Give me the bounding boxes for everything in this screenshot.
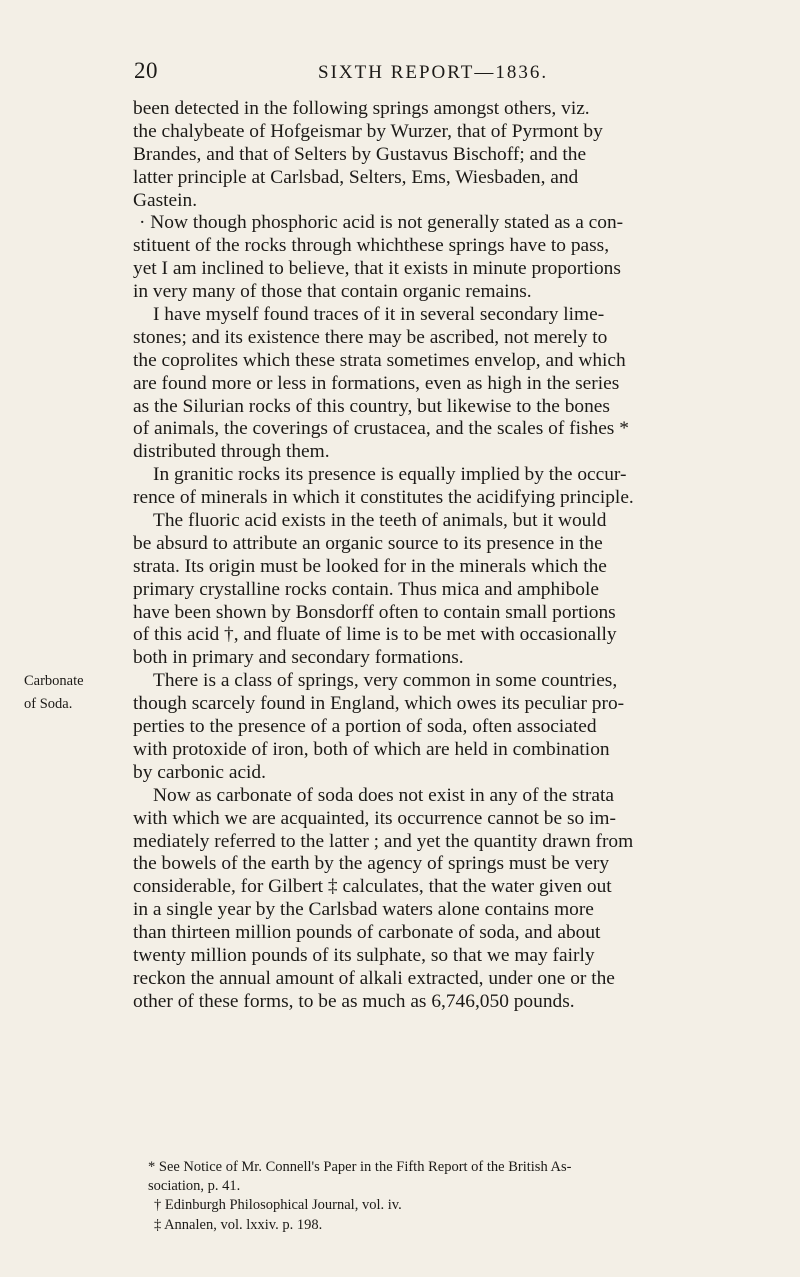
- text-line: rence of minerals in which it constitutes the acidifying principle.: [133, 487, 634, 509]
- text-line: in very many of those that contain organic remains.: [133, 281, 532, 303]
- text-line: with which we are acquainted, its occurrence cannot be so im-: [133, 807, 616, 829]
- text-line: reckon the annual amount of alkali extracted, under one or the: [133, 967, 615, 989]
- text-line: the chalybeate of Hofgeismar by Wurzer, that of Pyrmont by: [133, 120, 603, 142]
- footnotes: [148, 1158, 768, 1235]
- text-line: of this acid †, and fluate of lime is to be met with occasionally: [133, 624, 617, 646]
- margin-note: [24, 670, 114, 716]
- text-line: The fluoric acid exists in the teeth of animals, but it would: [153, 510, 607, 532]
- text-line: There is a class of springs, very common in some countries,: [153, 670, 618, 692]
- text-line: other of these forms, to be as much as 6,746,050 pounds.: [133, 990, 575, 1012]
- text-line: Gastein.: [133, 189, 198, 211]
- text-line: than thirteen million pounds of carbonate of soda, and about: [133, 922, 601, 944]
- text-line: perties to the presence of a portion of soda, often associated: [133, 716, 597, 738]
- text-line: though scarcely found in England, which owes its peculiar pro-: [133, 693, 625, 715]
- body-text: [133, 98, 761, 1014]
- text-line: mediately referred to the latter ; and yet the quantity drawn from: [133, 830, 634, 852]
- text-line: twenty million pounds of its sulphate, so that we may fairly: [133, 944, 595, 966]
- text-line: Brandes, and that of Selters by Gustavus Bischoff; and the: [133, 143, 587, 165]
- text-line: yet I am inclined to believe, that it exists in minute proportions: [133, 258, 621, 280]
- footnote: ‡ Annalen, vol. lxxiv. p. 198.: [154, 1216, 323, 1233]
- text-line: · Now though phosphoric acid is not generally stated as a con-: [139, 212, 624, 234]
- text-line: the coprolites which these strata sometimes envelop, and which: [133, 349, 626, 371]
- text-line: in a single year by the Carlsbad waters alone contains more: [133, 899, 594, 921]
- text-line: as the Silurian rocks of this country, but likewise to the bones: [133, 395, 610, 417]
- text-line: are found more or less in formations, even as high in the series: [133, 372, 620, 394]
- text-line: been detected in the following springs amongst others, viz.: [133, 98, 590, 119]
- margin-note-line: Carbonate: [24, 673, 84, 689]
- footnote: sociation, p. 41.: [148, 1178, 241, 1195]
- page-number: 20: [134, 58, 158, 83]
- text-line: latter principle at Carlsbad, Selters, Ems, Wiesbaden, and: [133, 166, 579, 188]
- text-line: stituent of the rocks through whichthese springs have to pass,: [133, 235, 610, 257]
- text-line: with protoxide of iron, both of which are held in combination: [133, 738, 610, 760]
- text-line: have been shown by Bonsdorff often to contain small portions: [133, 601, 616, 623]
- footnote: * See Notice of Mr. Connell's Paper in the Fifth Report of the British As-: [148, 1159, 572, 1175]
- text-line: I have myself found traces of it in several secondary lime-: [153, 304, 605, 326]
- text-line: distributed through them.: [133, 441, 330, 463]
- text-line: the bowels of the earth by the agency of springs must be very: [133, 853, 610, 875]
- text-line: stones; and its existence there may be ascribed, not merely to: [133, 326, 608, 348]
- text-line: In granitic rocks its presence is equally implied by the occur-: [153, 464, 627, 486]
- running-head: SIXTH REPORT—1836.: [318, 62, 549, 83]
- margin-note-line: of Soda.: [24, 695, 73, 712]
- text-line: be absurd to attribute an organic source to its presence in the: [133, 532, 603, 554]
- footnote: † Edinburgh Philosophical Journal, vol. iv.: [154, 1197, 402, 1214]
- text-line: by carbonic acid.: [133, 761, 266, 783]
- text-line: Now as carbonate of soda does not exist in any of the strata: [153, 784, 614, 806]
- text-line: considerable, for Gilbert ‡ calculates, that the water given out: [133, 876, 612, 898]
- text-line: both in primary and secondary formations.: [133, 647, 464, 669]
- text-line: of animals, the coverings of crustacea, and the scales of fishes *: [133, 418, 629, 440]
- text-line: strata. Its origin must be looked for in the minerals which the: [133, 555, 607, 577]
- text-line: primary crystalline rocks contain. Thus mica and amphibole: [133, 578, 599, 600]
